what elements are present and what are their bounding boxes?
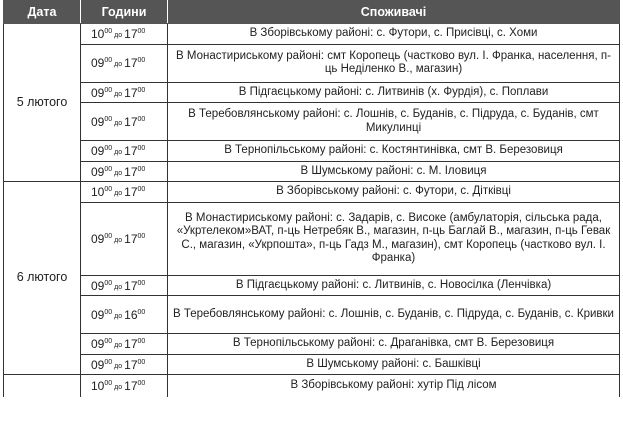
range-separator: до [114,342,123,349]
from-minutes: 00 [104,86,113,94]
range-separator: до [114,190,123,197]
from-hour: 09 [91,357,105,372]
range-separator: до [114,236,123,244]
hours-cell [81,296,168,334]
hours-cell [81,182,168,203]
table-row [4,296,620,334]
to-hour: 17 [124,114,138,129]
range-separator: до [114,90,123,98]
to-hour: 17 [124,85,138,100]
hours-cell [81,275,168,296]
from-minutes: 00 [104,186,113,193]
to-minutes: 00 [137,57,146,65]
to-hour: 17 [124,278,138,293]
hours-cell [81,103,168,141]
to-hour: 17 [124,56,138,71]
consumers-cell: В Теребовлянському районі: с. Лошнів, с. Буданів, с. Підруда, с. Буданів, с. Кривки [168,296,620,334]
header-consumers: Споживачі [168,1,620,24]
from-minutes: 00 [104,28,113,35]
from-hour: 09 [91,85,105,100]
to-hour: 17 [124,379,138,393]
to-minutes: 00 [137,28,146,35]
consumers-cell: В Зборівському районі: хутір Під лісом [168,375,620,397]
range-separator: до [114,149,123,156]
table-row [4,354,620,375]
table-row [4,275,620,296]
to-minutes: 00 [137,380,146,387]
consumers-cell: В Шумському районі: с. М. Іловиця [168,161,620,182]
table-row [4,141,620,162]
from-hour: 09 [91,231,105,246]
from-minutes: 00 [104,165,113,173]
to-hour: 17 [124,27,138,41]
table-row [4,375,620,397]
hours-cell [81,334,168,355]
hours-cell [81,141,168,162]
hours-cell [81,375,168,397]
to-minutes: 00 [137,308,146,316]
from-minutes: 00 [104,308,113,316]
from-hour: 09 [91,164,105,179]
consumers-cell: В Монастириському районі: смт Коропець (частково вул. І. Франка, населення, п-ць Неділенко В., магазин) [168,44,620,82]
to-hour: 17 [124,337,138,351]
to-hour: 17 [124,185,138,199]
table-row [4,82,620,103]
consumers-cell: В Зборівському районі: с. Футори, с. Дітківці [168,182,620,203]
from-minutes: 00 [104,279,113,287]
hours-cell [81,202,168,275]
range-separator: до [114,283,123,291]
to-hour: 17 [124,144,138,158]
to-minutes: 00 [137,279,146,287]
to-hour: 17 [124,357,138,372]
to-hour: 17 [124,164,138,179]
table-row [4,182,620,203]
to-hour: 17 [124,231,138,246]
from-hour: 10 [91,379,105,393]
consumers-cell: В Теребовлянському районі: с. Лошнів, с. Буданів, с. Підруда, с. Буданів, смт Микулинці [168,103,620,141]
from-hour: 09 [91,56,105,71]
from-hour: 10 [91,185,105,199]
table-body [4,24,620,397]
hours-cell [81,161,168,182]
to-minutes: 00 [137,165,146,173]
table-row [4,103,620,141]
to-minutes: 00 [137,232,146,240]
hours-cell [81,44,168,82]
consumers-cell: В Підгаєцькому районі: с. Литвинів, с. Новосілка (Ленчівка) [168,275,620,296]
header-hours: Години [81,1,168,24]
to-minutes: 00 [137,115,146,123]
consumers-cell: В Монастириському районі: с. Задарів, с. Високе (амбулаторія, сільська рада, «Укртелеком»ВАТ, п-ць Нетребяк В., магазин, п-ць Баглай В., магазин, п-ць Гевак С., магазин, «Укрпошта», п-ць Гадз М., магазин), смт Коропець (частково вул. І. Франка) [168,202,620,275]
table-row [4,161,620,182]
from-hour: 09 [91,278,105,293]
range-separator: до [114,32,123,39]
from-hour: 09 [91,307,105,322]
to-minutes: 00 [137,186,146,193]
table-header-row [4,1,620,24]
to-minutes: 00 [137,145,146,152]
from-minutes: 00 [104,145,113,152]
header-date: Дата [4,1,81,24]
date-cell [4,375,81,397]
outage-schedule-table [3,0,620,397]
consumers-cell: В Шумському районі: с. Башківці [168,354,620,375]
from-hour: 09 [91,337,105,351]
table-row [4,24,620,45]
from-minutes: 00 [104,380,113,387]
range-separator: до [114,169,123,177]
to-minutes: 00 [137,86,146,94]
range-separator: до [114,61,123,69]
consumers-cell: В Тернопільському районі: с. Драганівка, смт В. Березовиця [168,334,620,355]
to-minutes: 00 [137,358,146,366]
range-separator: до [114,119,123,127]
consumers-cell: В Тернопільському районі: с. Костянтинівка, смт В. Березовиця [168,141,620,162]
hours-cell [81,24,168,45]
from-hour: 09 [91,114,105,129]
from-minutes: 00 [104,57,113,65]
from-minutes: 00 [104,115,113,123]
from-minutes: 00 [104,338,113,345]
table-row [4,202,620,275]
from-minutes: 00 [104,232,113,240]
from-hour: 10 [91,27,105,41]
date-cell: 5 лютого [4,24,81,182]
range-separator: до [114,312,123,320]
range-separator: до [114,384,123,391]
table-row [4,334,620,355]
consumers-cell: В Зборівському районі: с. Футори, с. Присівці, с. Хоми [168,24,620,45]
from-minutes: 00 [104,358,113,366]
table-row [4,44,620,82]
consumers-cell: В Підгаєцькому районі: с. Литвинів (х. Фурдія), с. Поплави [168,82,620,103]
to-minutes: 00 [137,338,146,345]
date-cell: 6 лютого [4,182,81,375]
hours-cell [81,354,168,375]
range-separator: до [114,362,123,370]
hours-cell [81,82,168,103]
from-hour: 09 [91,144,105,158]
to-hour: 16 [124,307,138,322]
